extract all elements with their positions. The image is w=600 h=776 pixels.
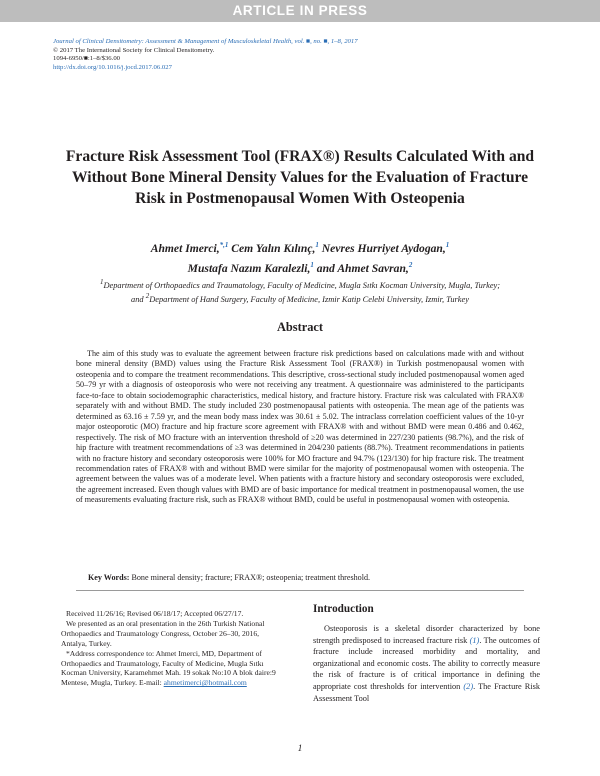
received-dates: Received 11/26/16; Revised 06/18/17; Accepted 06/27/17.: [66, 609, 244, 618]
journal-citation-link[interactable]: Journal of Clinical Densitometry: Assessment & Management of Musculoskeletal Health, vol. ■, no. ■, 1–8, 2017: [53, 38, 358, 45]
keywords-text: Bone mineral density; fracture; FRAX®; osteopenia; treatment threshold.: [129, 573, 371, 582]
author-name: Ahmet Imerci,: [150, 241, 220, 255]
article-in-press-banner: ARTICLE IN PRESS: [0, 0, 600, 22]
affiliation-conjunction: and: [131, 295, 146, 305]
correspondence-note: [61, 649, 286, 689]
keywords-label: Key Words:: [88, 573, 130, 582]
abstract-heading: Abstract: [276, 320, 324, 334]
affiliations: [55, 277, 545, 306]
presentation-note: We presented as an oral presentation in the 26th Turkish National Orthopaedics and Traumatology Congress, October 26–30, 2016, Antalya, Turkey.: [61, 618, 265, 648]
doi-link[interactable]: http://dx.doi.org/10.1016/j.jocd.2017.06.027: [53, 63, 172, 71]
author-name: Cem Yalın Kılınç,: [228, 241, 316, 255]
introduction-text-part: Osteoporosis is a skeletal disorder characterized by bone strength predisposed to increased fracture risk: [313, 624, 540, 645]
copyright-line: © 2017 The International Society for Clinical Densitometry.: [53, 46, 215, 54]
reference-link[interactable]: (2): [463, 681, 474, 691]
introduction-text: [313, 623, 540, 704]
affiliation-marker: 2: [145, 292, 150, 301]
correspondence-text: *Address correspondence to: Ahmet Imerci, MD, Department of Orthopaedics and Traumatology, Faculty of Medicine, Mugla Sıtkı Kocman University, Karamehmet Mah. 19 sokak No:10 A blok daire:9 Mentese, Mugla, Turkey. E-mail:: [61, 648, 276, 688]
author-name: and Ahmet Savran,: [313, 261, 409, 275]
footnotes: [61, 609, 286, 688]
section-divider: [76, 590, 524, 591]
abstract-text: The aim of this study was to evaluate the agreement between fracture risk predictions based on calculations made with and without bone mineral density (BMD) values using the Fracture Risk Assessment Tool (FRAX®) in Turkish postmenopausal women with osteopenia and to compare the treatment recommendations. This descriptive, cross-sectional study included postmenopausal women aged 50–79 yr with a diagnosis of osteoporosis who were not receiving any treatment. A questionnaire was administered to the participants face-to-face to obtain sociodemographic characteristics, medical history, and fracture history. Fracture risk was calculated with FRAX® separately with and without BMD. The study included 230 postmenopausal patients with osteopenia. The mean age of the patients was determined as 63.16 ± 7.59 yr, and the mean body mass index was 30.61 ± 5.02. The intraclass correlation coefficient values of the 10-yr major osteoporotic (MO) fracture and hip fracture score agreement with FRAX® with and without BMD were mean 0.486 and 0.462, respectively. The risk of MO fracture with an intervention threshold of ≥20 was determined in 227/230 patients (98.7%), and the risk of hip fracture with treatment recommendations of ≥3 was determined in 204/230 patients (88.7%). Treatment recommendations in patients with no fracture history and secondary osteoporosis were 100% for MO fracture and 94.7% (123/130) for hip fracture risk. The treatment recommendation rates of FRAX® with and without BMD were similar for the majority of postmenopausal women with osteopenia. The agreement between the values was of a moderate level. When patients with a fracture history and secondary osteoporosis were excluded, the agreement increased. Even though values with BMD are of basic importance for medical treatment in postmenopausal women, the use of measurements evaluating fracture risk, such as FRAX® without BMD, could be useful in postmenopausal women with osteopenia.: [76, 349, 524, 505]
author-affiliation-link[interactable]: *,1: [219, 241, 229, 249]
reference-link[interactable]: (1): [469, 635, 480, 645]
introduction-text-part: . The outcomes of fracture include increased morbidity and mortality, and organizational and economic costs. The ability to correctly measure the risk of fracture is of critical importance in defining the appropriate cost thresholds for intervention: [313, 635, 540, 691]
author-name: Nevres Hurriyet Aydogan,: [318, 241, 446, 255]
author-affiliation-link[interactable]: 2: [408, 260, 413, 269]
issn-line: 1094-6950/■:1–8/$36.00: [53, 55, 121, 63]
author-list: [70, 237, 530, 277]
affiliation-text: Department of Orthopaedics and Traumatology, Faculty of Medicine, Mugla Sıtkı Kocman University, Mugla, Turkey;: [103, 280, 501, 290]
introduction-text-part: . The Fracture Risk Assessment Tool: [313, 681, 541, 703]
affiliation-marker: 1: [99, 278, 104, 286]
introduction-heading: Introduction: [313, 603, 374, 615]
author-affiliation-link[interactable]: 1: [445, 241, 450, 249]
author-affiliation-link[interactable]: 1: [310, 260, 314, 269]
page-number: 1: [297, 744, 303, 754]
journal-meta: [53, 38, 533, 72]
author-name: Mustafa Nazım Karalezli,: [187, 261, 311, 275]
article-title: Fracture Risk Assessment Tool (FRAX®) Results Calculated With and Without Bone Mineral Density Values for the Evaluation of Fracture Risk in Postmenopausal Women With Osteopenia: [65, 148, 535, 207]
author-affiliation-link[interactable]: 1: [315, 241, 319, 249]
keywords: [88, 572, 528, 583]
affiliation-text: Department of Hand Surgery, Faculty of Medicine, Izmir Katip Celebi University, Izmir, Turkey: [149, 295, 469, 305]
correspondence-email-link[interactable]: ahmetimerci@hotmail.com: [163, 678, 247, 688]
